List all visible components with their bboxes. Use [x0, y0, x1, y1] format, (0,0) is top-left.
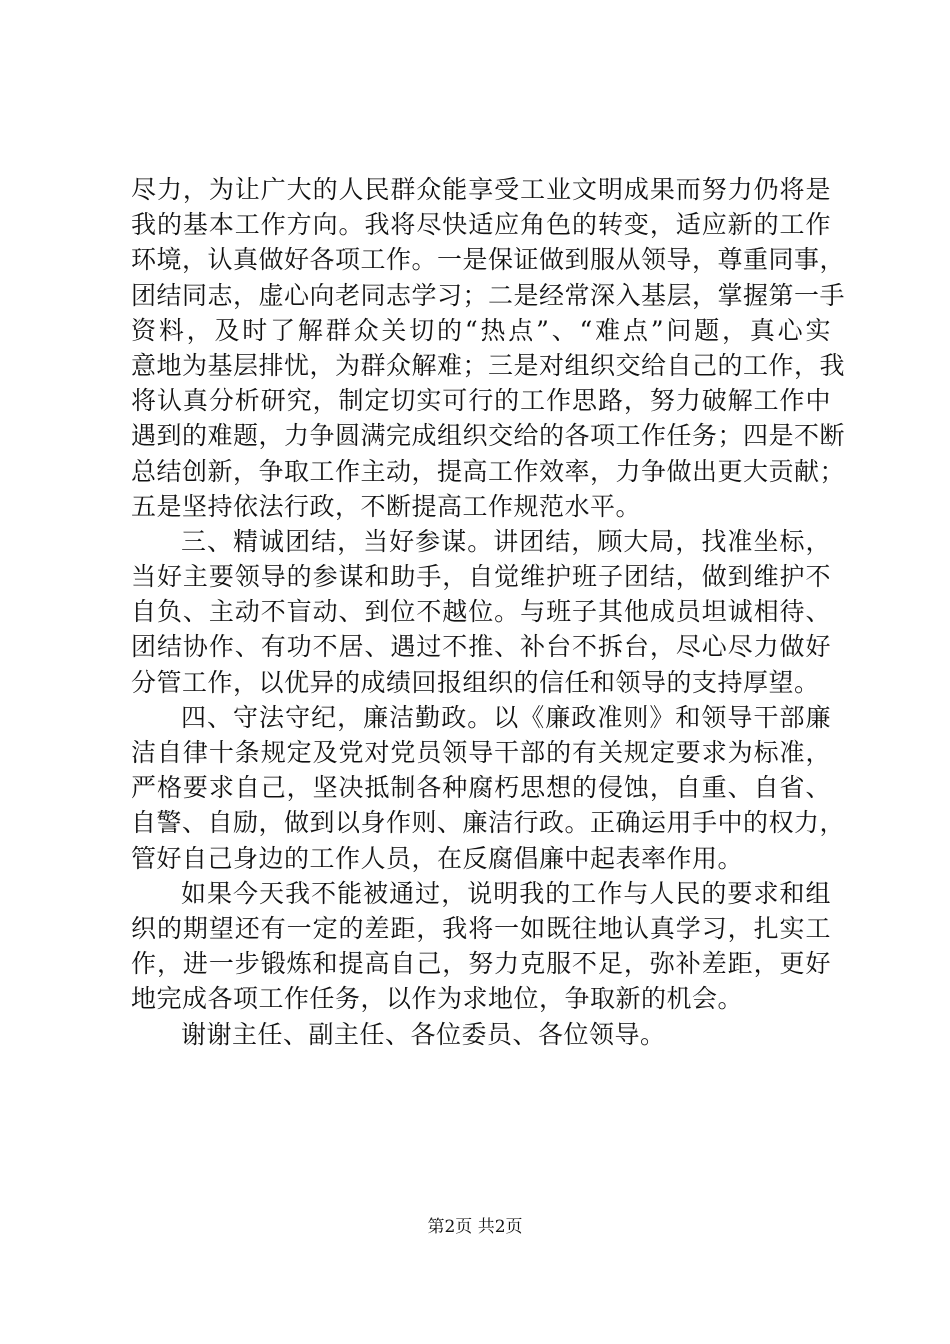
text-line: 如果今天我不能被通过，说明我的工作与人民的要求和组 — [181, 878, 831, 908]
text-line: 资料，及时了解群众关切的“热点”、“难点”问题，真心实 — [131, 315, 831, 345]
text-line: 洁自律十条规定及党对党员领导干部的有关规定要求为标准， — [131, 738, 831, 767]
text-line: 尽力，为让广大的人民群众能享受工业文明成果而努力仍将是 — [131, 175, 831, 204]
text-line: 总结创新，争取工作主动，提高工作效率，力争做出更大贡献； — [131, 456, 846, 486]
text-line: 环境，认真做好各项工作。一是保证做到服从领导，尊重同事， — [131, 245, 846, 275]
text-line: 五是坚持依法行政，不断提高工作规范水平。 — [131, 491, 642, 521]
text-line: 遇到的难题，力争圆满完成组织交给的各项工作任务；四是不断 — [131, 421, 846, 451]
text-line: 意地为基层排忧，为群众解难；三是对组织交给自己的工作，我 — [131, 350, 846, 380]
text-line: 当好主要领导的参谋和助手，自觉维护班子团结，做到维护不 — [131, 562, 831, 592]
text-line: 我的基本工作方向。我将尽快适应角色的转变，适应新的工作 — [131, 210, 831, 240]
text-line: 团结同志，虚心向老同志学习；二是经常深入基层，掌握第一手 — [131, 280, 846, 310]
text-line: 自警、自励，做到以身作则、廉洁行政。正确运用手中的权力， — [131, 808, 846, 838]
text-line: 自负、主动不盲动、到位不越位。与班子其他成员坦诚相待、 — [131, 597, 831, 627]
text-line: 织的期望还有一定的差距，我将一如既往地认真学习，扎实工 — [131, 913, 831, 943]
text-line: 严格要求自己，坚决抵制各种腐朽思想的侵蚀，自重、自省、 — [131, 773, 831, 803]
text-line: 地完成各项工作任务，以作为求地位，争取新的机会。 — [131, 984, 744, 1014]
text-line: 团结协作、有功不居、遇过不推、补台不拆台，尽心尽力做好 — [131, 632, 831, 662]
text-line: 谢谢主任、副主任、各位委员、各位领导。 — [181, 1019, 666, 1049]
text-line: 分管工作，以优异的成绩回报组织的信任和领导的支持厚望。 — [131, 667, 820, 697]
body-text — [131, 172, 846, 1052]
text-line: 三、精诚团结，当好参谋。讲团结，顾大局，找准坐标， — [181, 526, 831, 556]
text-line: 作，进一步锻炼和提高自己，努力克服不足，弥补差距，更好 — [131, 949, 831, 979]
text-line: 四、守法守纪，廉洁勤政。以《廉政准则》和领导干部廉 — [181, 702, 831, 732]
text-line: 将认真分析研究，制定切实可行的工作思路，努力破解工作中 — [131, 386, 831, 416]
page-footer: 第2页 共2页 — [427, 1217, 523, 1237]
text-line: 管好自己身边的工作人员，在反腐倡廉中起表率作用。 — [131, 843, 744, 873]
